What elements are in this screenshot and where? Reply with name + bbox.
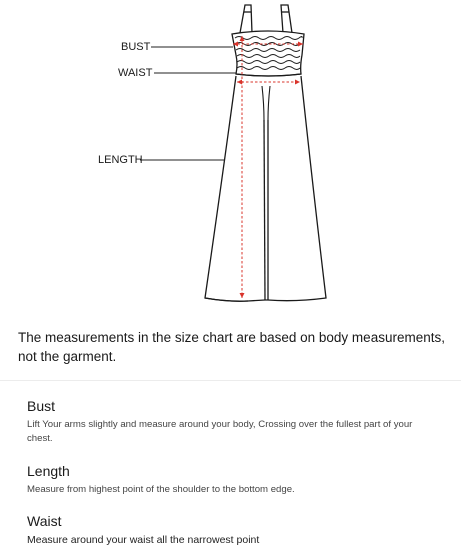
measurement-waist (27, 513, 427, 547)
measurement-title: Length (27, 463, 70, 479)
measurement-title: Waist (27, 513, 62, 529)
measurement-description: Measure around your waist all the narrowest point (27, 534, 260, 546)
section-divider (0, 380, 461, 381)
strap-left (240, 5, 252, 33)
measurement-bust (27, 398, 427, 446)
measurement-description: Measure from highest point of the shoulder to the bottom edge. (27, 484, 295, 495)
length-callout-label: LENGTH (98, 154, 143, 166)
bust-callout-label: BUST (121, 41, 151, 53)
leg-outline-outer (205, 76, 326, 301)
waist-callout-label: WAIST (118, 67, 153, 79)
measurement-description: Lift Your arms slightly and measure around your body, Crossing over the fullest part of your chest. (27, 419, 413, 444)
crotch-curve (262, 86, 270, 120)
strap-right (281, 5, 292, 33)
measurement-length (27, 463, 427, 497)
size-chart-note: The measurements in the size chart are based on body measurements, not the garment. (18, 330, 445, 364)
measurement-title: Bust (27, 398, 56, 414)
leg-inseam-left (264, 120, 265, 300)
leg-hem (205, 298, 248, 301)
